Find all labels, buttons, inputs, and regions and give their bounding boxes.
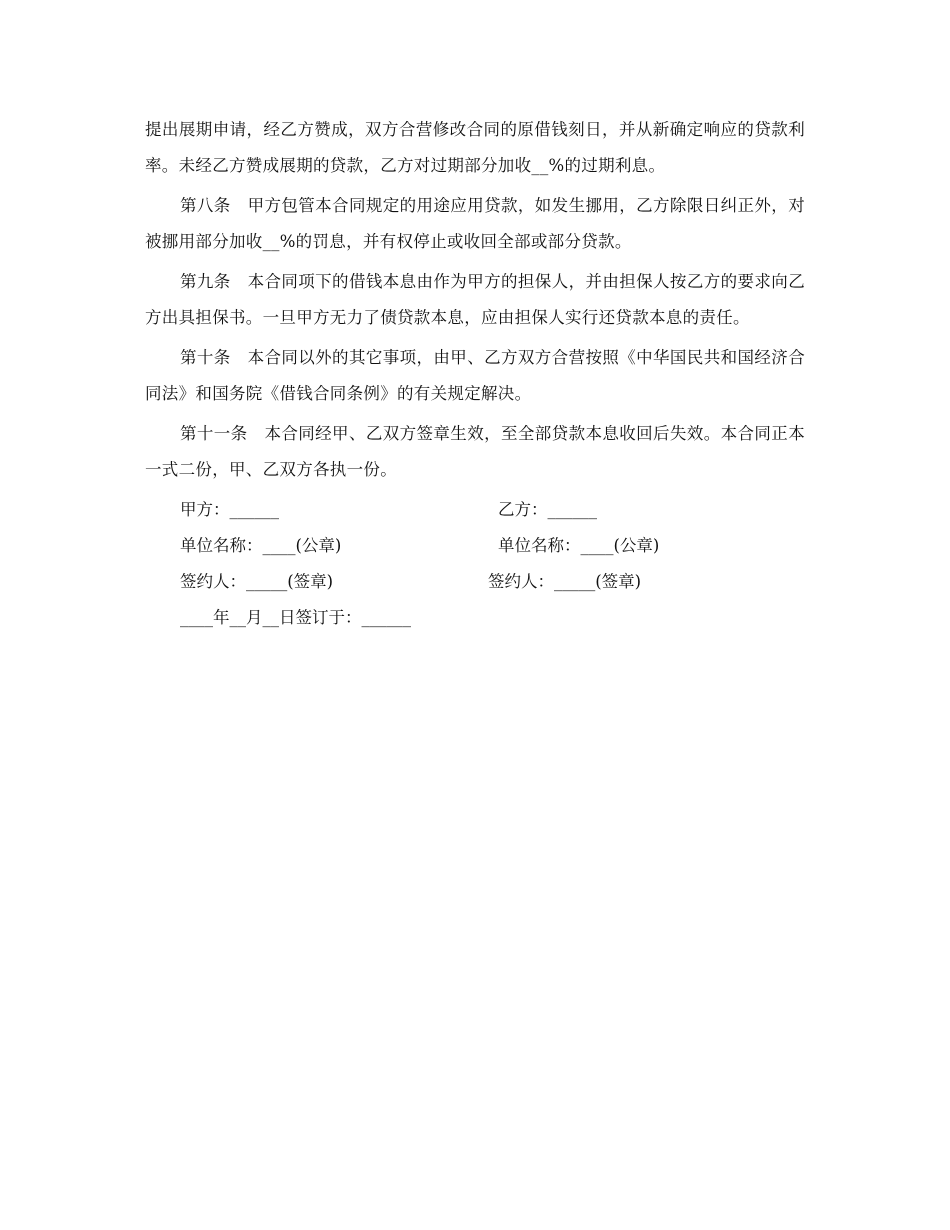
signature-row-signers — [145, 564, 805, 600]
document-page — [145, 112, 805, 636]
party-a-line: 甲方：______ — [180, 500, 279, 519]
paragraph-article-11: 第十一条 本合同经甲、乙双方签章生效，至全部贷款本息收回后失效。本合同正本一式二份，甲、乙双方各执一份。 — [145, 424, 805, 479]
unit-b-line: 单位名称：____(公章) — [498, 536, 660, 555]
signature-row-units — [145, 528, 805, 564]
date-place-line: ____年__月__日签订于：______ — [180, 608, 411, 627]
signer-b-line: 签约人：_____(签章) — [488, 572, 642, 591]
signer-a-line: 签约人：_____(签章) — [180, 572, 334, 591]
paragraph-extension-clause: 提出展期申请，经乙方赞成，双方合营修改合同的原借钱刻日，并从新确定响应的贷款利率。未经乙方赞成展期的贷款，乙方对过期部分加收__%的过期利息。 — [145, 120, 805, 175]
unit-a-line: 单位名称：____(公章) — [180, 536, 342, 555]
paragraph-article-9: 第九条 本合同项下的借钱本息由作为甲方的担保人，并由担保人按乙方的要求向乙方出具担保书。一旦甲方无力了债贷款本息，应由担保人实行还贷款本息的责任。 — [145, 272, 805, 327]
signature-row-parties — [145, 492, 805, 528]
signature-row-date — [145, 600, 805, 636]
paragraph-article-8: 第八条 甲方包管本合同规定的用途应用贷款，如发生挪用，乙方除限日纠正外，对被挪用部分加收__%的罚息，并有权停止或收回全部或部分贷款。 — [145, 196, 805, 251]
paragraph-article-10: 第十条 本合同以外的其它事项，由甲、乙方双方合营按照《中华国民共和国经济合同法》和国务院《借钱合同条例》的有关规定解决。 — [145, 348, 805, 403]
party-b-line: 乙方：______ — [498, 500, 597, 519]
